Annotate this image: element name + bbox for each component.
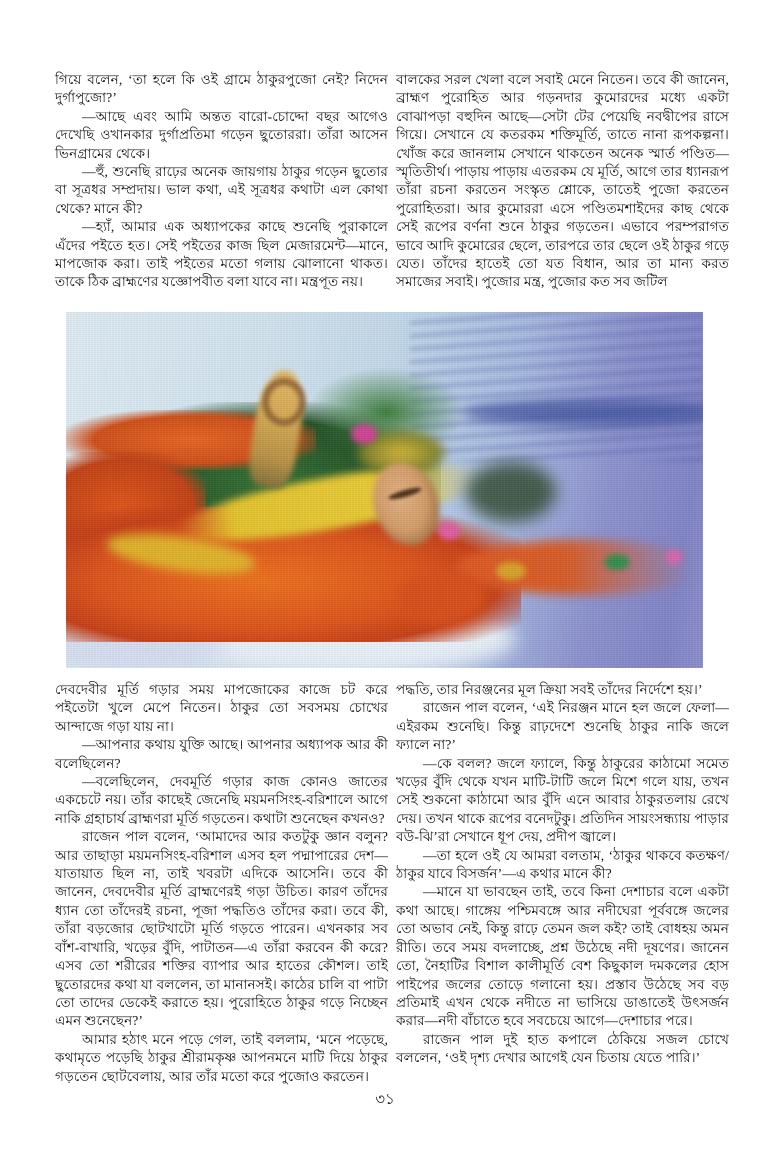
paragraph: —কে বলল? জলে ফ্যালে, কিন্তু ঠাকুরের কাঠামো সমেত খড়ের বুঁদি থেকে যখন মাটি-টাটি জলে মিশে গলে যায়, তখন সেই শুকনো কাঠামো আর বুঁদি এনে আবার ঠাকুরতলায় রেখে দেয়। তখন থাকে রূপের বনেদটুকু। প্রতিদিন সায়ংসন্ধ্যায় পাড়ার বউ-ঝি’রা সেখানে ধূপ দেয়, প্রদীপ জ্বালে। [396, 755, 729, 845]
paragraph: গিয়ে বলেন, ‘তা হলে কি ওই গ্রামে ঠাকুরপুজো নেই? নিদেন দুর্গাপুজো?’ [55, 72, 388, 106]
idol-immersion-photo [66, 312, 703, 668]
page-number: ৩১ [375, 1092, 395, 1108]
paragraph: —হ্যাঁ, আমার এক অধ্যাপকের কাছে শুনেছি পুরাকালে এঁদের পইতে হত। সেই পইতের কাজ ছিল মেজারমেন্ট—মানে, মাপজোক করা। তাই পইতের মতো গলায় ঝোলানো থাকত। তাকে ঠিক ব্রাহ্মণের যজ্ঞোপবীত বলা যাবে না। মন্ত্রপূত নয়। [55, 219, 388, 290]
column-right-bottom [396, 681, 729, 1068]
paragraph: রাজেন পাল বলেন, ‘এই নিরঞ্জন মানে হল জলে ফেলা—এইরকম শুনেছি। কিন্তু রাঢ়দেশে শুনেছি ঠাকুর নাকি জলে ফ্যালে না?’ [396, 700, 729, 753]
paragraph: —মানে যা ভাবছেন তাই, তবে কিনা দেশাচার বলে একটা কথা আছে। গাঙ্গেয় পশ্চিমবঙ্গে আর নদীঘেরা পূর্ববঙ্গে জলের তো অভাব নেই, কিন্তু রাঢ়ে তেমন জল কই? তাই বোধহয় অমন রীতি। তবে সময় বদলাচ্ছে, প্রশ্ন উঠেছে নদী দূষণের। জানেন তো, নৈহাটির বিশাল কালীমূর্তি বেশ কিছুকাল দমকলের হোস পাইপের জলের তোড়ে গলানো হয়। প্রস্তাব উঠেছে সব বড় প্রতিমাই এখন থেকে নদীতে না ভাসিয়ে ডাঙাতেই উৎসর্জন করার—নদী বাঁচাতে হবে সবচেয়ে আগে—দেশাচার পরে। [396, 884, 729, 1029]
paragraph: রাজেন পাল বলেন, ‘আমাদের আর কতটুকু জ্ঞান বলুন? আর তাছাড়া ময়মনসিংহ-বরিশাল এসব হল পদ্মাপারের দেশ—যাতায়াত ছিল না, তাই খবরটা এদিকে আসেনি। তবে কী জানেন, দেবদেবীর মূর্তি ব্রাহ্মণেরই গড়া উচিত। কারণ তাঁদের ধ্যান তো তাঁদেরই রচনা, পূজা পদ্ধতিও তাঁদের করা। তবে কী, তাঁরা বড়জোর ছোটখাটো মূর্তি গড়তে পারেন। এখনকার সব বাঁশ-বাখারি, খড়ের বুঁদি, পাটাতন—এ তাঁরা করবেন কী করে? এসব তো শরীরের শক্তির ব্যাপার আর হাতের কৌশল। তাই ছুতোরদের কথা যা বললেন, তা মানানসই। কাঠের চালি বা পাটা তো তাদের ডেকেই করাতে হয়। পুরোহিতে ঠাকুর গড়ে নিচ্ছেন এমন শুনেছেন?’ [55, 829, 388, 1029]
paragraph: দেবদেবীর মূর্তি গড়ার সময় মাপজোকের কাজে চট করে পইতেটা খুলে মেপে নিতেন। ঠাকুর তো সবসময় চোখের আন্দাজে গড়া যায় না। [55, 682, 388, 734]
paragraph: রাজেন পাল দুই হাত কপালে ঠেকিয়ে সজল চোখে বললেন, ‘ওই দৃশ্য দেখার আগেই যেন চিতায় যেতে পারি।’ [396, 1031, 729, 1066]
column-left-top [55, 71, 388, 292]
paragraph: —তা হলে ওই যে আমরা বলতাম, ‘ঠাকুর থাকবে কতক্ষণ/ঠাকুর যাবে বিসর্জন’—এ কথার মানে কী? [396, 847, 729, 882]
column-left-bottom [55, 681, 388, 1086]
paragraph: —বলেছিলেন, দেবমূর্তি গড়ার কাজ কোনও জাতের একচেটে নয়। তাঁর কাছেই জেনেছি ময়মনসিংহ-বরিশালে আগে নাকি গ্রহাচার্য ব্রাহ্মণরা মূর্তি গড়তেন। কথাটা শুনেছেন কখনও? [55, 774, 388, 826]
paragraph: —হুঁ, শুনেছি রাঢ়ের অনেক জায়গায় ঠাকুর গড়েন ছুতোর বা সূত্রধর সম্প্রদায়। ভাল কথা, এই সূত্রধর কথাটা এল কোথা থেকে? মানে কী? [55, 164, 388, 216]
photo-grain-overlay [66, 312, 703, 668]
paragraph: আমার হঠাৎ মনে পড়ে গেল, তাই বললাম, ‘মনে পড়েছে, কথামৃতে পড়েছি ঠাকুর শ্রীরামকৃষ্ণ আপনমনে মাটি দিয়ে ঠাকুর গড়তেন ছোটবেলায়, আর তাঁর মতো করে পুজোও করতেন। [55, 1031, 388, 1084]
column-right-top [396, 71, 729, 292]
paragraph: বালকের সরল খেলা বলে সবাই মেনে নিতেন। তবে কী জানেন, ব্রাহ্মণ পুরোহিত আর গড়নদার কুমোরদের মধ্যে একটা বোঝাপড়া বহুদিন আছে—সেটা টের পেয়েছি নবদ্বীপের রাসে গিয়ে। সেখানে যে কতরকম শক্তিমূর্তি, তাতে নানা রূপকল্পনা। খোঁজ করে জানলাম সেখানে থাকতেন অনেক স্মার্ত পণ্ডিত—স্মৃতিতীর্থ। পাড়ায় পাড়ায় এতরকম যে মূর্তি, আগে তার ধ্যানরূপ তাঁরা রচনা করতেন সংস্কৃত শ্লোকে, তাতেই পুজো করতেন পুরোহিতরা। আর কুমোররা এসে পণ্ডিতমশাইদের কাছ থেকে সেই রূপের বর্ণনা শুনে ঠাকুর গড়তেন। এভাবে পরম্পরাগত ভাবে আদি কুমোরের ছেলে, তারপরে তার ছেলে ওই ঠাকুর গড়ে যেত। তাঁদের হাতেই তো যত বিধান, আর তা মান্য করত সমাজের সবাই। পুজোর মন্ত্র, পুজোর কত সব জটিল [396, 72, 729, 290]
paragraph: পদ্ধতি, তার নিরঞ্জনের মূল ক্রিয়া সবই তাঁদের নির্দেশে হয়।’ [396, 682, 703, 697]
paragraph: —আছে এবং আমি অন্তত বারো-চোদ্দো বছর আগেও দেখেছি ওখানকার দুর্গাপ্রতিমা গড়েন ছুতোররা। তাঁরা আসেন ভিনগ্রামের থেকে। [55, 108, 388, 161]
paragraph: —আপনার কথায় যুক্তি আছে। আপনার অধ্যাপক আর কী বলেছিলেন? [55, 737, 388, 771]
